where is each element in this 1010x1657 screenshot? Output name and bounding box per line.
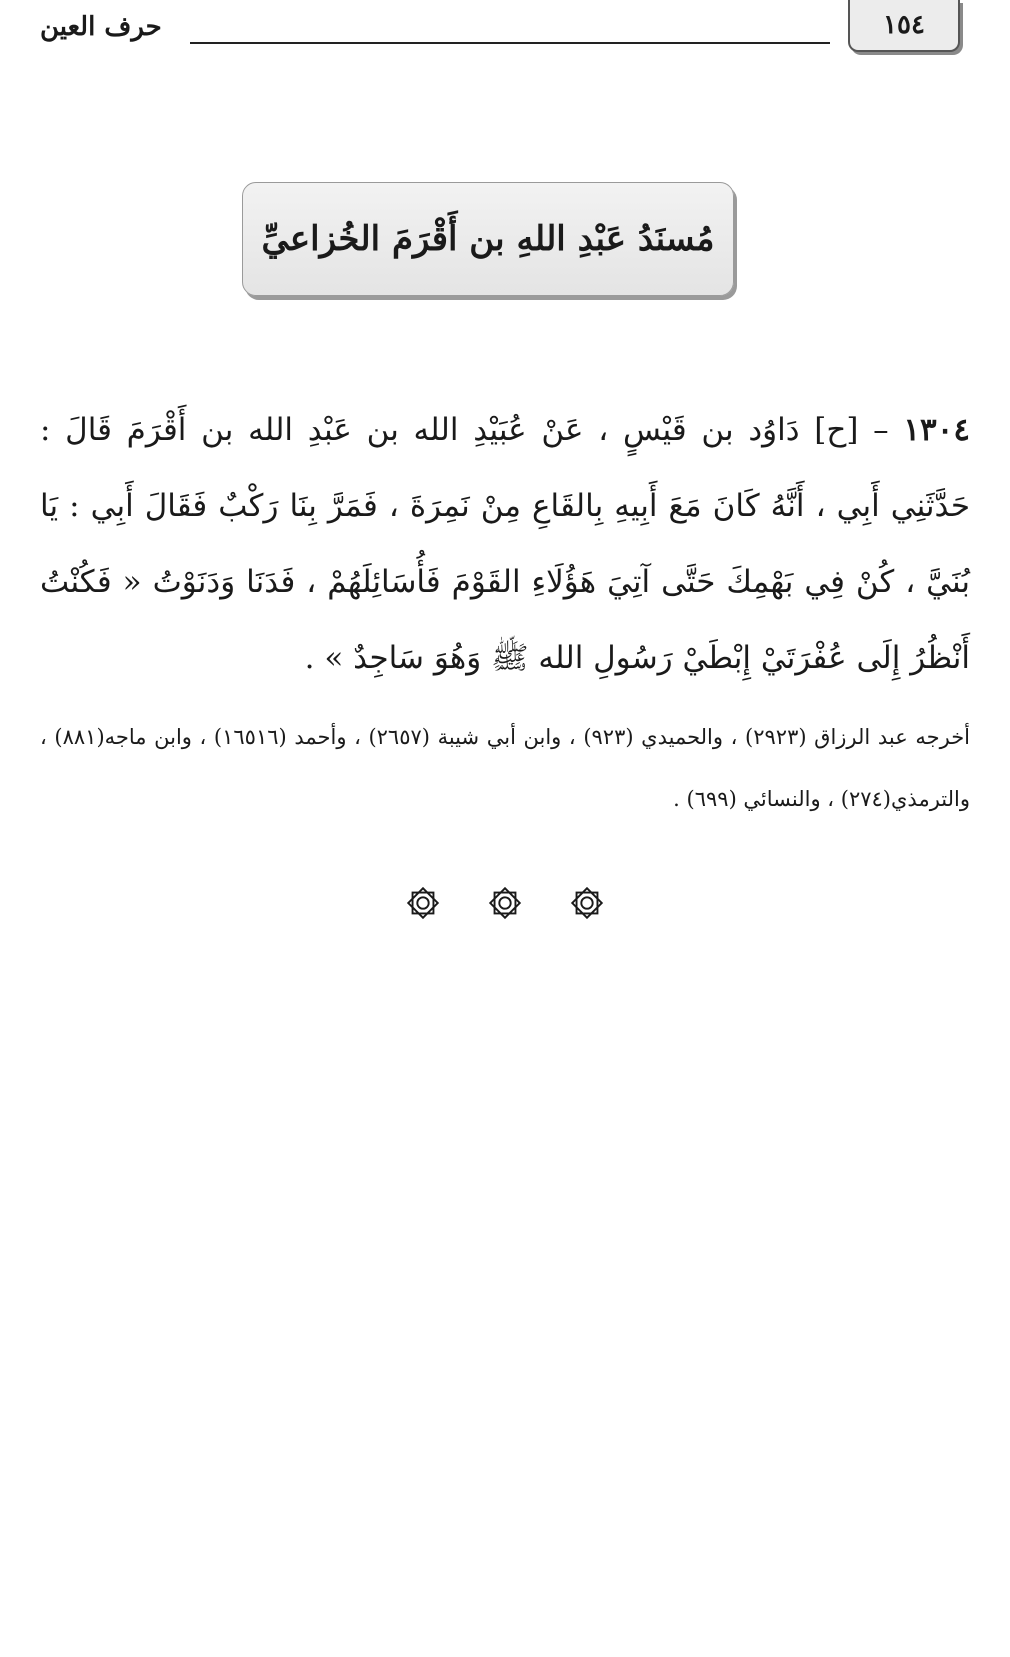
- section-title-box: [242, 182, 734, 296]
- eight-point-star-icon: [568, 884, 606, 922]
- eight-point-star-icon: [486, 884, 524, 922]
- eight-point-star-icon: [404, 884, 442, 922]
- chapter-name: حرف العين: [40, 12, 162, 42]
- hadith-number: ١٣٠٤: [903, 412, 971, 448]
- section-end-ornaments: [0, 884, 1010, 922]
- hadith-text: – [ح] دَاوُد بن قَيْسٍ ، عَنْ عُبَيْدِ الله بن عَبْدِ الله بن أَقْرَمَ قَالَ : حَدَّثَنِي أَبِي ، أَنَّهُ كَانَ مَعَ أَبِيهِ بِالقَاعِ مِنْ نَمِرَةَ ، فَمَرَّ بِنَا رَكْبٌ فَقَالَ أَبِي : يَا بُنَيَّ ، كُنْ فِي بَهْمِكَ حَتَّى آتِيَ هَؤُلَاءِ القَوْمَ فَأُسَائِلَهُمْ ، فَدَنَا وَدَنَوْتُ « فَكُنْتُ أَنْظُرُ إِلَى عُفْرَتَيْ إِبْطَيْ رَسُولِ الله ﷺ وَهُوَ سَاجِدٌ » .: [40, 412, 970, 676]
- hadith-text-block: [40, 392, 970, 696]
- page-number-box: [848, 0, 960, 52]
- takhrij-footnote: أخرجه عبد الرزاق (٢٩٢٣) ، والحميدي (٩٢٣) ، وابن أبي شيبة (٢٦٥٧) ، وأحمد (١٦٥١٦) ، وابن ماجه(٨٨١) ، والترمذي(٢٧٤) ، والنسائي (٦٩٩) .: [40, 725, 971, 811]
- page-number: ١٥٤: [883, 10, 925, 40]
- header-rule: [190, 42, 830, 44]
- section-title: مُسنَدُ عَبْدِ اللهِ بن أَقْرَمَ الخُزاعيِّ: [261, 219, 715, 259]
